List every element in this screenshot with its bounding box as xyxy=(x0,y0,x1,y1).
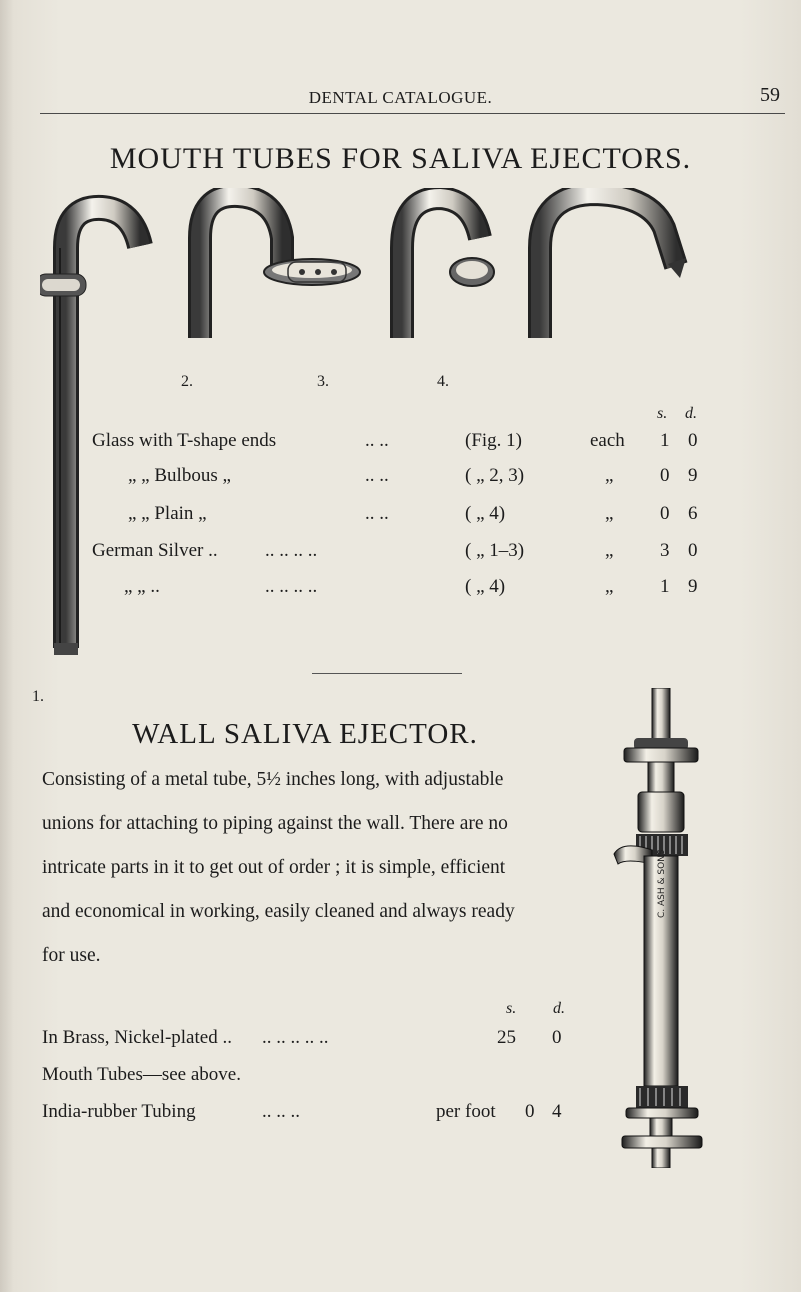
running-header: DENTAL CATALOGUE. xyxy=(308,88,493,107)
figure-reference: (Fig. 1) xyxy=(465,430,522,451)
pence: 0 xyxy=(688,430,698,451)
leader-dots: .. .. .. .. xyxy=(265,576,318,597)
shillings: 0 xyxy=(660,465,670,486)
shillings: 0 xyxy=(660,503,670,524)
leader-dots: .. .. .. .. xyxy=(265,540,318,561)
shillings: 25 xyxy=(497,1027,516,1048)
section-divider xyxy=(312,673,462,674)
leader-dots: .. .. .. xyxy=(262,1101,300,1122)
pence: 6 xyxy=(688,503,698,524)
description-line: unions for attaching to piping against the wall. There are no xyxy=(42,813,508,834)
pence: 4 xyxy=(552,1101,562,1122)
pence: 0 xyxy=(688,540,698,561)
header-rule xyxy=(40,113,785,114)
figure-4-tube xyxy=(540,194,686,338)
description-line: for use. xyxy=(42,945,101,966)
leader-dots: .. .. xyxy=(365,465,389,486)
unit: „ xyxy=(605,465,614,486)
wall-ejector-illustration xyxy=(612,688,708,1168)
unit: „ xyxy=(605,540,614,561)
tube-engraving-text: C. ASH & SONS xyxy=(657,849,667,918)
shillings: 3 xyxy=(660,540,670,561)
figure-label-2: 2. xyxy=(181,373,193,390)
shillings: 1 xyxy=(660,430,670,451)
figure-label-4: 4. xyxy=(437,373,449,390)
item-name: Mouth Tubes—see above. xyxy=(42,1064,241,1085)
item-name: „ „ .. xyxy=(124,576,160,597)
figure-reference: ( „ 4) xyxy=(465,503,506,524)
item-name: India-rubber Tubing xyxy=(42,1101,196,1122)
description-line: intricate parts in it to get out of order ; it is simple, efficient xyxy=(42,857,506,878)
item-name: „ „ Plain „ xyxy=(128,503,207,524)
figure-2-tube xyxy=(200,196,360,338)
currency-header-s: s. xyxy=(657,405,668,422)
pence: 9 xyxy=(688,576,698,597)
currency-header-s: s. xyxy=(506,1000,517,1017)
shillings: 1 xyxy=(660,576,670,597)
description-line: Consisting of a metal tube, 5½ inches long, with adjustable xyxy=(42,769,504,790)
currency-header-d: d. xyxy=(685,405,697,422)
leader-dots: .. .. xyxy=(365,503,389,524)
unit: „ xyxy=(605,503,614,524)
pence: 9 xyxy=(688,465,698,486)
unit: each xyxy=(590,430,625,451)
figure-reference: ( „ 2, 3) xyxy=(465,465,525,486)
leader-dots: .. .. .. .. .. xyxy=(262,1027,329,1048)
figure-3-tube xyxy=(402,198,494,338)
item-name: „ „ Bulbous „ xyxy=(128,465,231,486)
figure-label-3: 3. xyxy=(317,373,329,390)
currency-header-d: d. xyxy=(553,1000,565,1017)
unit: „ xyxy=(605,576,614,597)
shillings: 0 xyxy=(525,1101,535,1122)
wall-ejector-title: WALL SALIVA EJECTOR. xyxy=(132,718,478,750)
pence: 0 xyxy=(552,1027,562,1048)
mouth-tubes-title: MOUTH TUBES FOR SALIVA EJECTORS. xyxy=(109,142,692,175)
leader-dots: .. .. xyxy=(365,430,389,451)
page-number: 59 xyxy=(760,84,780,106)
item-name: In Brass, Nickel-plated .. xyxy=(42,1027,232,1048)
item-name: German Silver .. xyxy=(92,540,218,561)
figure-reference: ( „ 1–3) xyxy=(465,540,525,561)
description-line: and economical in working, easily cleaned and always ready xyxy=(42,901,515,922)
unit: per foot xyxy=(436,1101,496,1122)
figure-label-1: 1. xyxy=(32,688,44,705)
item-name: Glass with T-shape ends xyxy=(92,430,277,451)
figure-reference: ( „ 4) xyxy=(465,576,506,597)
